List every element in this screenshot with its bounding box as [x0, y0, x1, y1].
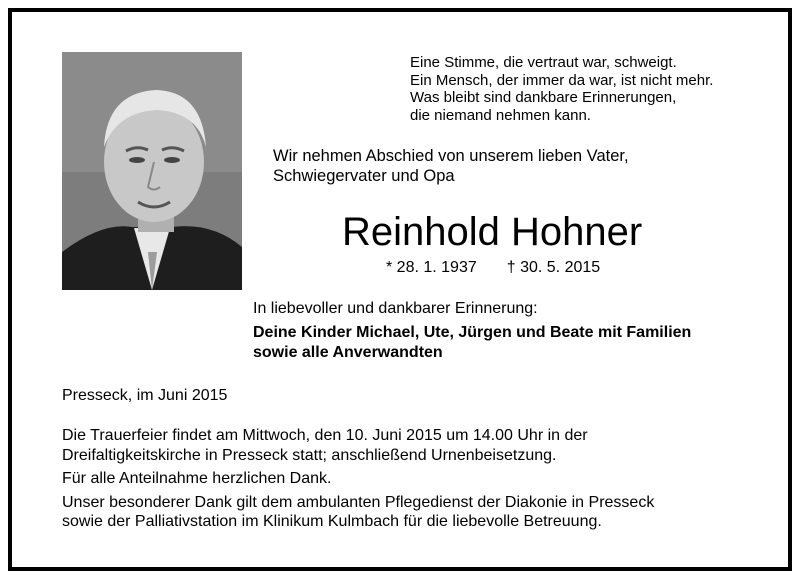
funeral-line: Dreifaltigkeitskirche in Presseck statt; anschließend Urnenbeisetzung.: [62, 446, 557, 464]
verse-line: Ein Mensch, der immer da war, ist nicht mehr.: [410, 71, 714, 89]
portrait-photo: [62, 52, 242, 290]
birth-date: * 28. 1. 1937: [386, 259, 477, 276]
verse-line: Eine Stimme, die vertraut war, schweigt.: [410, 54, 677, 71]
death-date: † 30. 5. 2015: [506, 259, 601, 276]
funeral-info: [62, 426, 654, 465]
special-thanks-line: sowie der Palliativstation im Klinikum Kulmbach für die liebevolle Betreuung.: [62, 513, 602, 530]
notice-body: [62, 426, 654, 536]
mourners: [253, 323, 691, 363]
intro-line: Wir nehmen Abschied von unserem lieben Vater,: [273, 147, 629, 165]
special-thanks-line: Unser besonderer Dank gilt dem ambulanten Pflegedienst der Diakonie in Presseck: [62, 493, 655, 511]
special-thanks: [62, 493, 654, 532]
portrait-image: [62, 52, 242, 290]
thanks-text: Für alle Anteilnahme herzlichen Dank.: [62, 470, 332, 487]
verse-line: Was bleibt sind dankbare Erinnerungen,: [410, 89, 677, 106]
mourners-line: Deine Kinder Michael, Ute, Jürgen und Beate mit Familien: [253, 324, 692, 341]
intro-line: Schwiegervater und Opa: [273, 167, 455, 185]
verse-line: die niemand nehmen kann.: [410, 106, 591, 124]
memory-line: In liebevoller und dankbarer Erinnerung:: [253, 300, 538, 317]
life-dates: [386, 259, 600, 277]
obituary-notice: [8, 8, 792, 571]
funeral-line: Die Trauerfeier findet am Mittwoch, den 10. Juni 2015 um 14.00 Uhr in der: [62, 427, 588, 444]
farewell-intro: [273, 146, 629, 186]
deceased-name: Reinhold Hohner: [342, 210, 643, 254]
place-date: Presseck, im Juni 2015: [62, 387, 228, 404]
memorial-verse: [410, 54, 713, 124]
thanks-line: [62, 469, 654, 489]
mourners-line: sowie alle Anverwandten: [253, 344, 443, 361]
